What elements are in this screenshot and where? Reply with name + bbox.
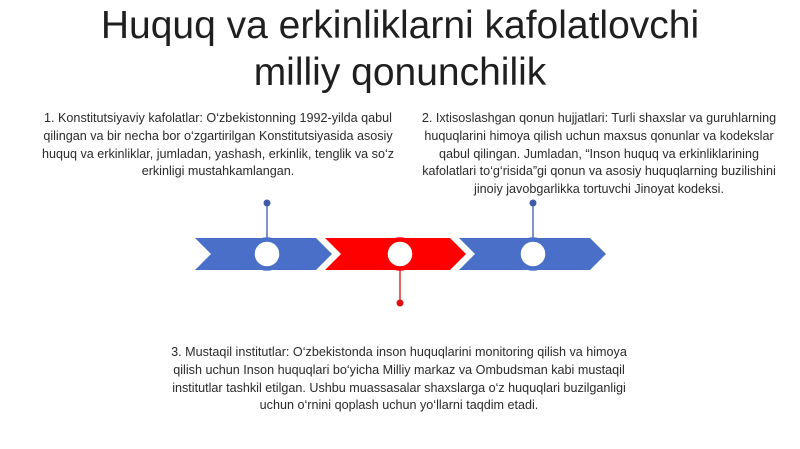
connector-pin-2 (530, 200, 537, 207)
timeline-marker-2 (386, 240, 415, 269)
connector-pin-3 (397, 300, 404, 307)
slide-title-line-1: Huquq va erkinliklarni kafolatlovchi (100, 4, 700, 47)
timeline-marker-1 (253, 240, 282, 269)
note-specialized-legislation: 2. Ixtisoslashgan qonun hujjatlari: Turli shaxslar va guruhlarning huquqlarini himoya qilish uchun maxsus qonunlar va kodekslar qabul qilingan. Jumladan, “Inson huquq va erkinliklarining kafolatlari to‘g‘risida”gi qonun va asosiy huquqlarning buzilishini jinoiy javobgarlikka tortuvchi Jinoyat kodeksi. (421, 111, 777, 197)
note-constitutional-guarantees: 1. Konstitutsiyaviy kafolatlar: O‘zbekistonning 1992-yilda qabul qilingan va bir necha bor o‘zgartirilgan Konstitutsiyasida asosiy huquq va erkinliklar, jumladan, yashash, erkinlik, tenglik va so‘z erkinligi mustahkamlangan. (41, 111, 395, 179)
timeline-marker-3 (519, 240, 548, 269)
connector-pin-1 (264, 200, 271, 207)
slide-title-line-2: milliy qonunchilik (253, 51, 547, 94)
note-independent-institutions: 3. Mustaqil institutlar: O‘zbekistonda inson huquqlarini monitoring qilish va himoya qilish uchun Inson huquqlari bo‘yicha Milliy markaz va Ombudsman kabi mustaqil institutlar tashkil etilgan. Ushbu muassasalar shaxslarga o‘z huquqlari buzilganligi uchun o‘rnini qoplash uchun yo‘llarni taqdim etadi. (171, 345, 627, 413)
